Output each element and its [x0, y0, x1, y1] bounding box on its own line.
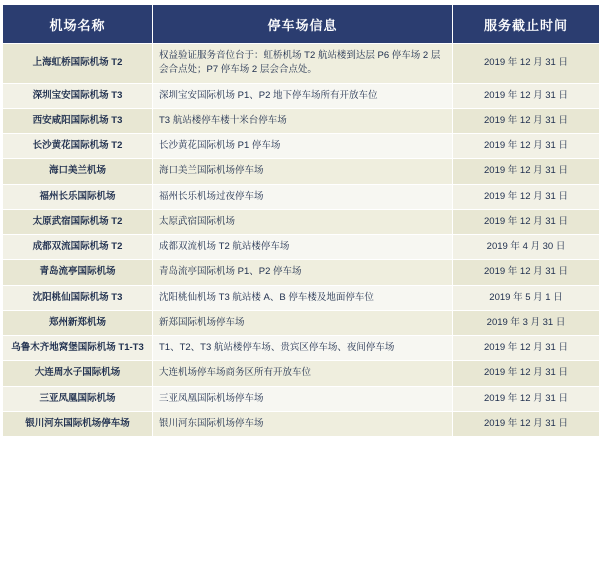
cell-service-deadline: 2019 年 12 月 31 日: [453, 336, 600, 361]
cell-parking-info: 青岛流亭国际机场 P1、P2 停车场: [153, 260, 453, 285]
cell-airport-name: 沈阳桃仙国际机场 T3: [3, 285, 153, 310]
cell-parking-info: 福州长乐机场过夜停车场: [153, 184, 453, 209]
column-header-service-deadline: 服务截止时间: [453, 5, 600, 44]
table-row: [3, 44, 600, 84]
cell-parking-info: T1、T2、T3 航站楼停车场、贵宾区停车场、夜间停车场: [153, 336, 453, 361]
cell-service-deadline: 2019 年 12 月 31 日: [453, 159, 600, 184]
table-row: [3, 184, 600, 209]
table-row: [3, 134, 600, 159]
cell-airport-name: 海口美兰机场: [3, 159, 153, 184]
cell-parking-info: 成都双流机场 T2 航站楼停车场: [153, 235, 453, 260]
airport-parking-table: [2, 4, 600, 437]
table-row: [3, 386, 600, 411]
table-row: [3, 260, 600, 285]
cell-airport-name: 深圳宝安国际机场 T3: [3, 83, 153, 108]
cell-parking-info: 长沙黄花国际机场 P1 停车场: [153, 134, 453, 159]
table-row: [3, 361, 600, 386]
cell-parking-info: 太原武宿国际机场: [153, 209, 453, 234]
cell-service-deadline: 2019 年 12 月 31 日: [453, 134, 600, 159]
cell-airport-name: 青岛流亭国际机场: [3, 260, 153, 285]
table-header: [3, 5, 600, 44]
cell-service-deadline: 2019 年 12 月 31 日: [453, 411, 600, 436]
table-row: [3, 235, 600, 260]
cell-parking-info: 三亚凤凰国际机场停车场: [153, 386, 453, 411]
cell-service-deadline: 2019 年 4 月 30 日: [453, 235, 600, 260]
cell-service-deadline: 2019 年 5 月 1 日: [453, 285, 600, 310]
cell-airport-name: 郑州新郑机场: [3, 310, 153, 335]
table-row: [3, 108, 600, 133]
table-row: [3, 285, 600, 310]
cell-airport-name: 长沙黄花国际机场 T2: [3, 134, 153, 159]
table-row: [3, 159, 600, 184]
cell-parking-info: 大连机场停车场商务区所有开放车位: [153, 361, 453, 386]
cell-airport-name: 西安咸阳国际机场 T3: [3, 108, 153, 133]
cell-service-deadline: 2019 年 12 月 31 日: [453, 361, 600, 386]
cell-airport-name: 大连周水子国际机场: [3, 361, 153, 386]
cell-parking-info: 深圳宝安国际机场 P1、P2 地下停车场所有开放车位: [153, 83, 453, 108]
cell-airport-name: 乌鲁木齐地窝堡国际机场 T1-T3: [3, 336, 153, 361]
cell-parking-info: 银川河东国际机场停车场: [153, 411, 453, 436]
cell-parking-info: 新郑国际机场停车场: [153, 310, 453, 335]
table-row: [3, 209, 600, 234]
cell-airport-name: 银川河东国际机场停车场: [3, 411, 153, 436]
cell-airport-name: 上海虹桥国际机场 T2: [3, 44, 153, 84]
table-body: [3, 44, 600, 437]
cell-parking-info: T3 航站楼停车楼十米台停车场: [153, 108, 453, 133]
column-header-airport-name: 机场名称: [3, 5, 153, 44]
cell-service-deadline: 2019 年 12 月 31 日: [453, 209, 600, 234]
cell-parking-info: 海口美兰国际机场停车场: [153, 159, 453, 184]
cell-service-deadline: 2019 年 12 月 31 日: [453, 386, 600, 411]
table-row: [3, 83, 600, 108]
table-row: [3, 411, 600, 436]
cell-airport-name: 福州长乐国际机场: [3, 184, 153, 209]
cell-airport-name: 成都双流国际机场 T2: [3, 235, 153, 260]
table-row: [3, 310, 600, 335]
column-header-parking-info: 停车场信息: [153, 5, 453, 44]
cell-service-deadline: 2019 年 12 月 31 日: [453, 44, 600, 84]
cell-parking-info: 权益验证服务音位台于：虹桥机场 T2 航站楼到达层 P6 停车场 2 层会合点处；P7 停车场 2 层会合点处。: [153, 44, 453, 84]
cell-service-deadline: 2019 年 12 月 31 日: [453, 83, 600, 108]
table-row: [3, 336, 600, 361]
cell-airport-name: 太原武宿国际机场 T2: [3, 209, 153, 234]
cell-service-deadline: 2019 年 12 月 31 日: [453, 184, 600, 209]
cell-service-deadline: 2019 年 3 月 31 日: [453, 310, 600, 335]
cell-parking-info: 沈阳桃仙机场 T3 航站楼 A、B 停车楼及地面停车位: [153, 285, 453, 310]
cell-service-deadline: 2019 年 12 月 31 日: [453, 108, 600, 133]
cell-airport-name: 三亚凤凰国际机场: [3, 386, 153, 411]
table-header-row: [3, 5, 600, 44]
cell-service-deadline: 2019 年 12 月 31 日: [453, 260, 600, 285]
